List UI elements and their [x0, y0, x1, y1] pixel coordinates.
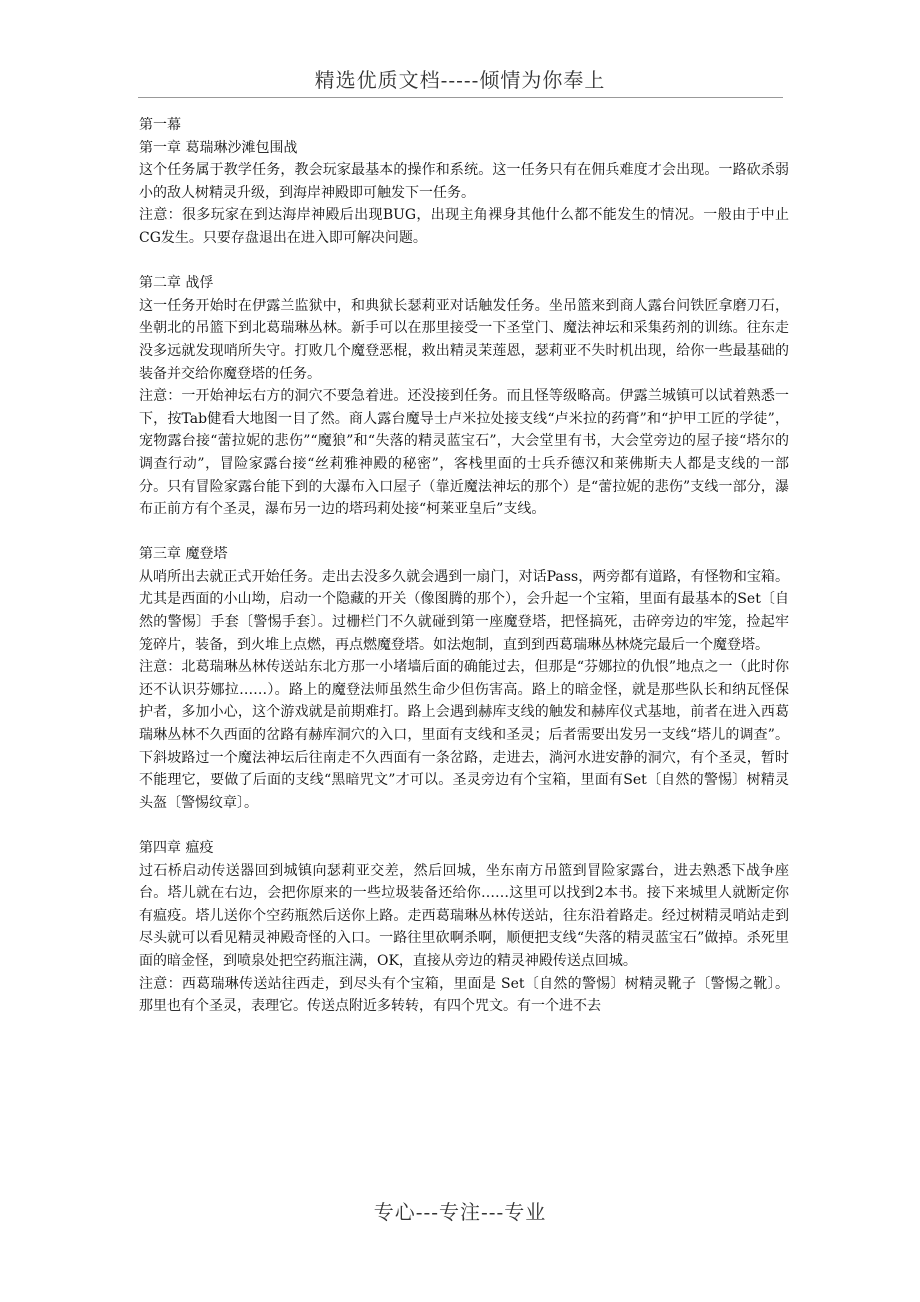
page-footer: 专心---专注---专业 [373, 1200, 547, 1224]
note-paragraph: 注意：北葛瑞琳丛林传送站东北方那一小堵墙后面的确能过去，但那是“芬娜拉的仇恨”地点之一（此时你还不认识芬娜拉……）。路上的魔登法师虽然生命少但伤害高。路上的暗金怪，就是那些队长和纳瓦怪保护者，多加小心，这个游戏就是前期难打。路上会遇到赫库支线的触发和赫库仪式基地，前者在进入西葛瑞琳丛林不久西面的岔路有赫库洞穴的入口，里面有支线和圣灵；后者需要出发另一支线“塔儿的调查”。下斜坡路过一个魔法神坛后往南走不久西面有一条岔路，走进去，淌河水进安静的洞穴，有个圣灵，暂时不能理它，要做了后面的支线“黑暗咒文”才可以。圣灵旁边有个宝箱，里面有Set〔自然的警惕〕树精灵头盔〔警惕纹章〕。 [139, 659, 789, 811]
section-spacer [139, 521, 789, 544]
paragraph: 过石桥启动传送器回到城镇向瑟莉亚交差，然后回城，坐东南方吊篮到冒险家露台，进去熟悉下战争座台。塔儿就在右边，会把你原来的一些垃圾装备还给你……这里可以找到2本书。接下来城里人就断定你有瘟疫。塔儿送你个空药瓶然后送你上路。走西葛瑞琳丛林传送站，往东沿着路走。经过树精灵哨站走到尽头就可以看见精灵神殿奇怪的入口。一路往里砍啊杀啊，顺便把支线“失落的精灵蓝宝石”做掉。杀死里面的暗金怪，到喷泉处把空药瓶注满，OK，直接从旁边的精灵神殿传送点回城。 [139, 862, 789, 969]
paragraph: 从哨所出去就正式开始任务。走出去没多久就会遇到一扇门，对话Pass，两旁都有道路，有怪物和宝箱。尤其是西面的小山坳，启动一个隐藏的开关（像图腾的那个），会升起一个宝箱，里面有最基本的Set〔自然的警惕〕手套〔警惕手套〕。过栅栏门不久就碰到第一座魔登塔，把怪搞死，击碎旁边的牢笼，捡起牢笼碎片，装备，到火堆上点燃，再点燃魔登塔。如法炮制，直到到西葛瑞琳丛林烧完最后一个魔登塔。 [139, 568, 789, 653]
header-divider [138, 97, 783, 98]
chapter-title: 第一章 葛瑞琳沙滩包围战 [139, 139, 298, 156]
section-spacer [139, 814, 789, 837]
chapter-title: 第三章 魔登塔 [139, 546, 228, 563]
chapter-title: 第二章 战俘 [139, 275, 214, 292]
note-paragraph: 注意：西葛瑞琳传送站往西走，到尽头有个宝箱，里面是 Set〔自然的警惕〕树精灵靴子〔警惕之靴〕。那里也有个圣灵，表理它。传送点附近多转转，有四个咒文。有一个进不去 [139, 975, 789, 1015]
chapter-title: 第四章 瘟疫 [139, 840, 214, 856]
section-spacer [139, 250, 789, 273]
paragraph: 这一任务开始时在伊露兰监狱中，和典狱长瑟莉亚对话触发任务。坐吊篮来到商人露台问铁匠拿磨刀石，坐朝北的吊篮下到北葛瑞琳丛林。新手可以在那里接受一下圣堂门、魔法神坛和采集药剂的训练。往东走没多远就发现哨所失守。打败几个魔登恶棍，救出精灵茉莲恩，瑟莉亚不失时机出现，给你一些最基础的装备并交给你魔登塔的任务。 [139, 297, 789, 382]
note-paragraph: 注意：很多玩家在到达海岸神殿后出现BUG，出现主角裸身其他什么都不能发生的情况。一般由于中止CG发生。只要存盘退出在进入即可解决问题。 [139, 207, 789, 246]
note-paragraph: 注意：一开始神坛右方的洞穴不要急着进。还没接到任务。而且怪等级略高。伊露兰城镇可以试着熟悉一下，按Tab健看大地图一目了然。商人露台魔导士卢米拉处接支线“卢米拉的药膏”和“护甲工匠的学徒”，宠物露台接“蕾拉妮的悲伤”“魔狼”和“失落的精灵蓝宝石”，大会堂里有书，大会堂旁边的屋子接“塔尔的调查行动”，冒险家露台接“丝莉雅神殿的秘密”，客栈里面的士兵乔德汉和莱佛斯夫人都是支线的一部分。只有冒险家露台能下到的大瀑布入口屋子（靠近魔法神坛的那个）是“蕾拉妮的悲伤”支线一部分，瀑布正前方有个圣灵，瀑布另一边的塔玛莉处接“柯莱亚皇后”支线。 [139, 388, 789, 518]
act-title: 第一幕 [139, 117, 181, 133]
paragraph: 这个任务属于教学任务，教会玩家最基本的操作和系统。这一任务只有在佣兵难度才会出现。一路砍杀弱小的敌人树精灵升级，到海岸神殿即可触发下一任务。 [139, 162, 789, 201]
page-header: 精选优质文档-----倾情为你奉上 [314, 68, 606, 92]
document-body [139, 114, 789, 1018]
